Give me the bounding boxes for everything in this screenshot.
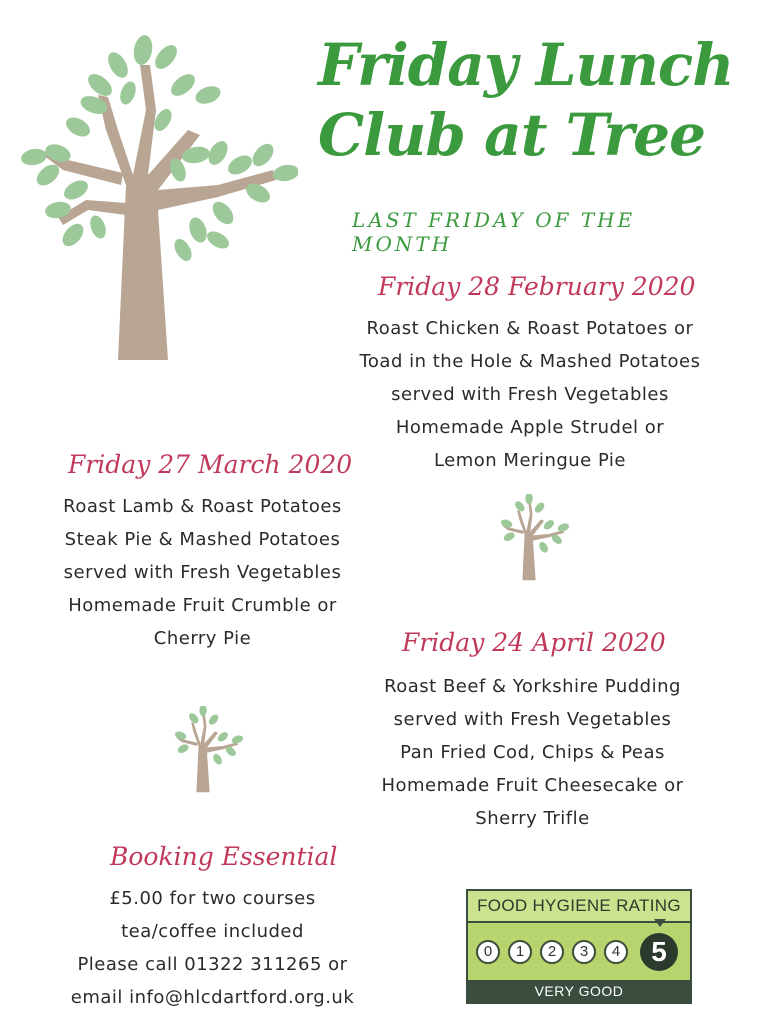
menu-line: served with Fresh Vegetables [391,384,669,405]
menu-line: Steak Pie & Mashed Potatoes [64,529,341,550]
title-line-1: Friday Lunch [318,31,734,99]
rating-0: 0 [476,940,500,964]
menu-line: Roast Lamb & Roast Potatoes [63,496,342,517]
menu-line: Lemon Meringue Pie [433,450,627,471]
tree-illustration-small [170,706,244,794]
event-date-april: Friday 24 April 2020 [402,628,666,657]
booking-heading: Booking Essential [110,842,338,871]
booking-phone: Please call 01322 311265 or [77,954,348,975]
menu-line: served with Fresh Vegetables [63,562,342,583]
rating-1: 1 [508,940,532,964]
menu-line: served with Fresh Vegetables [393,709,672,730]
tree-illustration-large [18,35,298,365]
event-date-march: Friday 27 March 2020 [68,450,353,479]
menu-line: Homemade Fruit Cheesecake or [381,775,684,796]
rating-4: 4 [604,940,628,964]
rating-pointer-icon [654,919,666,927]
menu-line: Homemade Fruit Crumble or [68,595,337,616]
menu-line: Sherry Trifle [475,808,590,829]
menu-line: Roast Beef & Yorkshire Pudding [384,676,681,697]
rating-score: 5 [640,933,678,971]
menu-march [30,490,375,655]
menu-february [330,312,730,477]
food-hygiene-rating-badge [466,889,692,1004]
menu-line: Pan Fried Cod, Chips & Peas [400,742,665,763]
event-date-february: Friday 28 February 2020 [378,272,696,301]
booking-included: tea/coffee included [121,921,304,942]
rating-label: VERY GOOD [468,980,690,1002]
tree-illustration-small [496,494,570,582]
menu-line: Roast Chicken & Roast Potatoes or [366,318,694,339]
booking-email: email info@hlcdartford.org.uk [70,987,355,1008]
rating-title: FOOD HYGIENE RATING [468,891,690,923]
subtitle: LAST FRIDAY OF THE MONTH [352,208,636,256]
rating-2: 2 [540,940,564,964]
page-title [318,30,748,170]
booking-details [40,882,385,1014]
menu-april [340,670,725,835]
title-line-2: Club at Tree [318,101,705,169]
booking-price: £5.00 for two courses [109,888,316,909]
menu-line: Homemade Apple Strudel or [395,417,665,438]
rating-3: 3 [572,940,596,964]
menu-line: Toad in the Hole & Mashed Potatoes [359,351,701,372]
menu-line: Cherry Pie [153,628,252,649]
rating-scale [476,931,686,973]
